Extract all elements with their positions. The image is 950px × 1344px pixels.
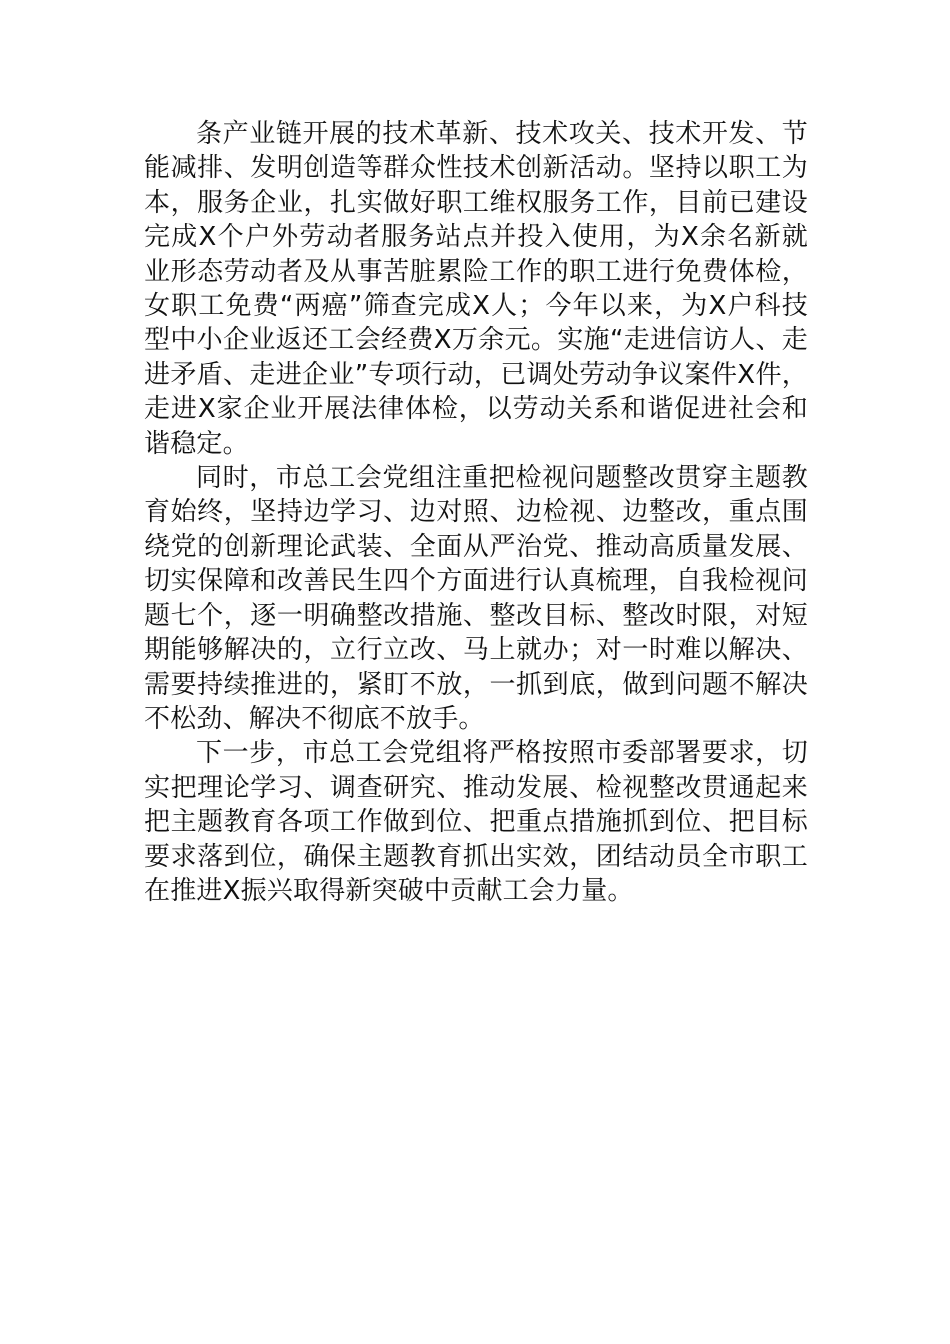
paragraph-2: 同时，市总工会党组注重把检视问题整改贯穿主题教育始终，坚持边学习、边对照、边检视、边整改，重点围绕党的创新理论武装、全面从严治党、推动高质量发展、切实保障和改善民生四个方面进行认真梳理，自我检视问题七个，逐一明确整改措施、整改目标、整改时限，对短期能够解决的，立行立改、马上就办；对一时难以解决、需要持续推进的，紧盯不放，一抓到底，做到问题不解决不松劲、解决不彻底不放手。	[144, 463, 808, 734]
document-body	[144, 117, 808, 908]
paragraph-3: 下一步，市总工会党组将严格按照市委部署要求，切实把理论学习、调查研究、推动发展、检视整改贯通起来把主题教育各项工作做到位、把重点措施抓到位、把目标要求落到位，确保主题教育抓出实效，团结动员全市职工在推进X振兴取得新突破中贡献工会力量。	[144, 738, 808, 906]
paragraph-1: 条产业链开展的技术革新、技术攻关、技术开发、节能减排、发明创造等群众性技术创新活动。坚持以职工为本，服务企业，扎实做好职工维权服务工作，目前已建设完成X个户外劳动者服务站点并投入使用，为X余名新就业形态劳动者及从事苦脏累险工作的职工进行免费体检，女职工免费“两癌”筛查完成X人；今年以来，为X户科技型中小企业返还工会经费X万余元。实施“走进信访人、走进矛盾、走进企业”专项行动，已调处劳动争议案件X件，走进X家企业开展法律体检，以劳动关系和谐促进社会和谐稳定。	[144, 119, 808, 459]
